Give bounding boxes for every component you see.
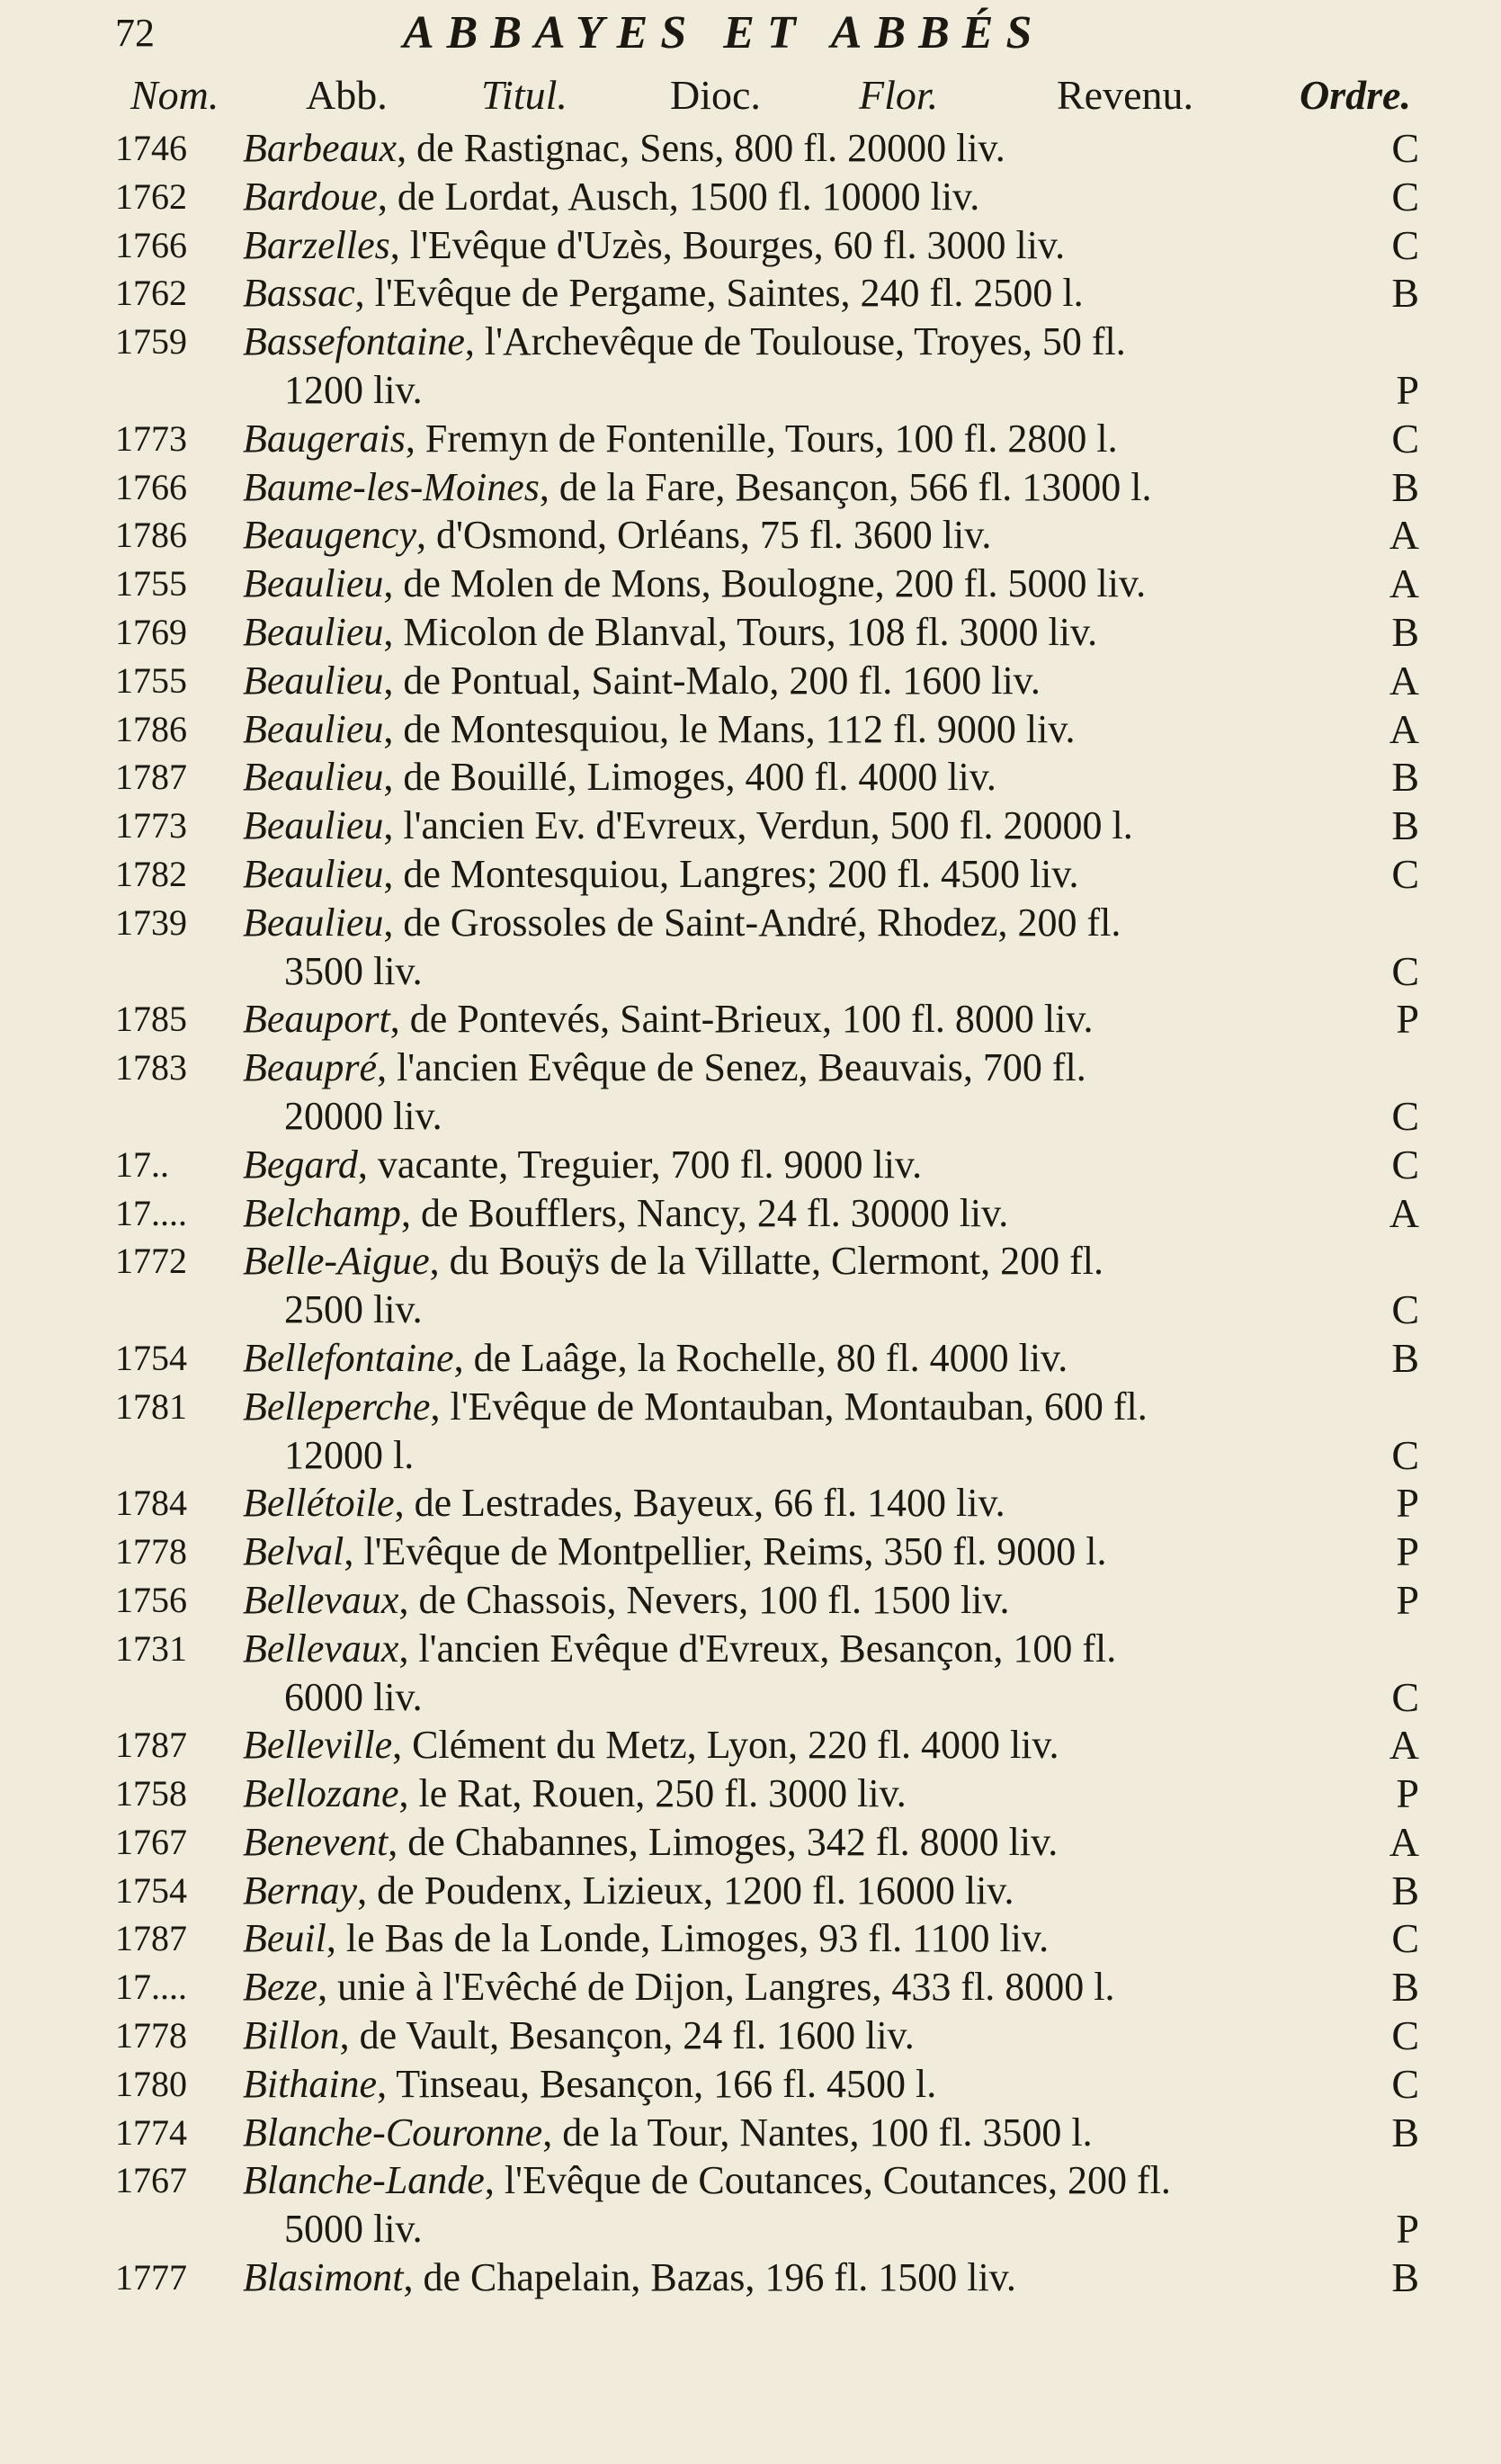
- abbey-details: , de Montesquiou, le Mans, 112 fl. 9000 liv.: [383, 706, 1076, 751]
- entry-line: [115, 463, 1419, 512]
- entry-text: [243, 1867, 1365, 1915]
- abbey-entry: [115, 1237, 1419, 1334]
- abbey-entry: [115, 1189, 1419, 1238]
- entry-text: [243, 1721, 1365, 1770]
- entry-continuation-line: [115, 947, 1419, 996]
- abbey-entry-list: [115, 124, 1419, 2302]
- abbey-details: , unie à l'Evêché de Dijon, Langres, 433 fl. 8000 l.: [317, 1965, 1115, 2010]
- abbey-name: Beaupré: [243, 1045, 378, 1090]
- entry-continuation-line: [115, 2205, 1419, 2253]
- entry-ordre: A: [1389, 560, 1419, 607]
- abbey-entry: [115, 2060, 1419, 2109]
- entry-ordre: C: [1391, 1431, 1419, 1478]
- abbey-name: Bassac: [243, 271, 355, 316]
- abbey-details: , de Pontevés, Saint-Brieux, 100 fl. 8000 liv.: [389, 997, 1094, 1042]
- abbey-details: , Fremyn de Fontenille, Tours, 100 fl. 2800 l.: [405, 416, 1118, 461]
- abbey-details: , de Bouillé, Limoges, 400 fl. 4000 liv.: [383, 755, 996, 800]
- abbey-entry: [115, 2253, 1419, 2302]
- entry-ordre: B: [1391, 802, 1419, 849]
- abbey-entry: [115, 1044, 1419, 1141]
- abbey-entry: [115, 1721, 1419, 1770]
- entry-ordre: C: [1391, 221, 1419, 268]
- abbey-details: , l'ancien Evêque de Senez, Beauvais, 700 fl.: [377, 1045, 1086, 1090]
- entry-ordre: B: [1391, 2254, 1419, 2301]
- abbey-name: Bardoue: [243, 174, 378, 219]
- abbey-entry: [115, 1334, 1419, 1383]
- entry-line: [115, 1383, 1419, 1431]
- entry-year: 1787: [115, 757, 187, 798]
- abbey-entry: [115, 1528, 1419, 1576]
- entry-year: 1746: [115, 128, 187, 168]
- abbey-name: Beaulieu: [243, 658, 384, 703]
- entry-year: 17....: [115, 1967, 187, 2008]
- abbey-entry: [115, 1867, 1419, 1915]
- abbey-details: , le Bas de la Londe, Limoges, 93 fl. 1100 liv.: [326, 1916, 1050, 1961]
- abbey-details: , de Montesquiou, Langres; 200 fl. 4500 liv.: [383, 851, 1079, 896]
- entry-text: [243, 221, 1365, 270]
- abbey-entry: [115, 463, 1419, 512]
- entry-year: 1767: [115, 2160, 187, 2201]
- entry-text: [243, 269, 1365, 318]
- abbey-entry: [115, 318, 1419, 415]
- abbey-name: Belle-Aigue: [243, 1239, 430, 1284]
- abbey-entry: [115, 705, 1419, 754]
- entry-ordre: C: [1391, 1092, 1419, 1139]
- entry-line: [115, 511, 1419, 560]
- abbey-entry: [115, 1963, 1419, 2012]
- entry-continuation-line: [115, 1286, 1419, 1334]
- abbey-entry: [115, 2012, 1419, 2060]
- entry-ordre: C: [1391, 1673, 1419, 1720]
- entry-year: 1780: [115, 2063, 187, 2104]
- entry-year: 1786: [115, 515, 187, 556]
- abbey-details: , l'Evêque de Coutances, Coutances, 200 fl.: [484, 2158, 1171, 2203]
- entry-line: [115, 1334, 1419, 1383]
- abbey-entry: [115, 995, 1419, 1044]
- abbey-name: Beaulieu: [243, 609, 384, 654]
- abbey-name: Belval: [243, 1529, 344, 1574]
- entry-text: [243, 2060, 1365, 2109]
- entry-year: 1766: [115, 224, 187, 265]
- abbey-entry: [115, 899, 1419, 996]
- abbey-entry: [115, 657, 1419, 705]
- entry-ordre: B: [1391, 2109, 1419, 2155]
- entry-ordre: B: [1391, 1867, 1419, 1913]
- entry-ordre: B: [1391, 1334, 1419, 1381]
- abbey-entry: [115, 802, 1419, 850]
- abbey-entry: [115, 608, 1419, 657]
- entry-ordre: C: [1391, 947, 1419, 994]
- abbey-details: , l'Evêque d'Uzès, Bourges, 60 fl. 3000 liv.: [389, 222, 1066, 267]
- entry-line: [115, 1479, 1419, 1528]
- abbey-entry: [115, 269, 1419, 318]
- abbey-details: , de la Fare, Besançon, 566 fl. 13000 l.: [539, 464, 1152, 509]
- entry-ordre: A: [1389, 1722, 1419, 1769]
- entry-line: [115, 1141, 1419, 1189]
- entry-year: 1786: [115, 708, 187, 749]
- entry-line: [115, 899, 1419, 947]
- entry-year: 1783: [115, 1047, 187, 1089]
- entry-ordre: P: [1396, 1576, 1419, 1623]
- column-header-ordre: Ordre.: [1300, 72, 1411, 118]
- abbey-details: , de Lordat, Ausch, 1500 fl. 10000 liv.: [377, 174, 980, 219]
- abbey-name: Benevent: [243, 1819, 389, 1864]
- entry-ordre: P: [1396, 2206, 1419, 2253]
- entry-ordre: P: [1396, 1528, 1419, 1575]
- abbey-entry: [115, 173, 1419, 221]
- abbey-details: , le Rat, Rouen, 250 fl. 3000 liv.: [398, 1771, 907, 1816]
- entry-line: [115, 269, 1419, 318]
- entry-text: [243, 1141, 1365, 1189]
- entry-ordre: A: [1389, 657, 1419, 703]
- abbey-entry: [115, 1576, 1419, 1625]
- entry-text: [243, 753, 1365, 802]
- abbey-details: , l'ancien Evêque d'Evreux, Besançon, 100 fl.: [398, 1626, 1117, 1671]
- entry-year: 1773: [115, 805, 187, 847]
- entry-line: [115, 2253, 1419, 2302]
- entry-year: 1731: [115, 1627, 187, 1669]
- abbey-details: , l'ancien Ev. d'Evreux, Verdun, 500 fl. 20000 l.: [383, 803, 1133, 848]
- entry-line: [115, 2012, 1419, 2060]
- abbey-entry: [115, 1770, 1419, 1818]
- entry-text: [243, 1770, 1365, 1818]
- abbey-details: , de Pontual, Saint-Malo, 200 fl. 1600 liv.: [383, 658, 1041, 703]
- entry-text: [243, 173, 1365, 221]
- entry-ordre: C: [1391, 850, 1419, 897]
- abbey-details: , Micolon de Blanval, Tours, 108 fl. 3000 liv.: [383, 609, 1098, 654]
- column-header-nom: Nom.: [130, 72, 219, 118]
- entry-ordre: C: [1391, 1141, 1419, 1187]
- entry-text: [243, 511, 1365, 560]
- entry-year: 1755: [115, 563, 187, 605]
- entry-text: [243, 1334, 1365, 1383]
- abbey-name: Bellozane: [243, 1771, 399, 1816]
- entry-line: [115, 318, 1419, 366]
- entry-ordre: B: [1391, 270, 1419, 317]
- entry-line: [115, 560, 1419, 608]
- abbey-entry: [115, 1914, 1419, 1963]
- abbey-entry: [115, 1383, 1419, 1480]
- entry-year: 1739: [115, 901, 187, 943]
- entry-line: [115, 753, 1419, 802]
- abbey-name: Belleville: [243, 1723, 393, 1768]
- abbey-details: , vacante, Treguier, 700 fl. 9000 liv.: [357, 1142, 923, 1187]
- abbey-name: Bellevaux: [243, 1577, 399, 1622]
- abbey-name: Beaulieu: [243, 851, 384, 896]
- entry-text: [243, 1528, 1365, 1576]
- entry-ordre: C: [1391, 415, 1419, 461]
- abbey-details: , l'Evêque de Pergame, Saintes, 240 fl. 2500 l.: [354, 271, 1084, 316]
- entry-year: 1766: [115, 466, 187, 507]
- abbey-name: Beze: [243, 1965, 318, 2010]
- abbey-details: , l'Archevêque de Toulouse, Troyes, 50 fl.: [464, 319, 1126, 364]
- entry-revenue-continuation: 20000 liv.: [284, 1093, 442, 1138]
- abbey-details: , d'Osmond, Orléans, 75 fl. 3600 liv.: [416, 513, 992, 558]
- abbey-name: Beaulieu: [243, 561, 384, 606]
- abbey-name: Billon: [243, 2013, 340, 2058]
- page-number: 72: [115, 11, 155, 55]
- entry-revenue-continuation: 2500 liv.: [284, 1287, 423, 1332]
- entry-revenue-continuation: 12000 l.: [284, 1432, 415, 1477]
- entry-continuation-line: [115, 1673, 1419, 1722]
- abbey-details: , Tinseau, Besançon, 166 fl. 4500 l.: [377, 2061, 937, 2106]
- abbey-details: , de Molen de Mons, Boulogne, 200 fl. 5000 liv.: [383, 561, 1147, 606]
- entry-year: 1785: [115, 999, 187, 1040]
- column-headers: [130, 68, 1425, 122]
- abbey-name: Bellétoile: [243, 1481, 395, 1526]
- abbey-entry: [115, 1479, 1419, 1528]
- entry-ordre: B: [1391, 608, 1419, 655]
- abbey-name: Blasimont: [243, 2255, 404, 2300]
- abbey-details: , de Lestrades, Bayeux, 66 fl. 1400 liv.: [394, 1481, 1005, 1526]
- entry-text: [243, 1576, 1365, 1625]
- entry-ordre: C: [1391, 2012, 1419, 2059]
- entry-ordre: P: [1396, 1480, 1419, 1527]
- entry-ordre: P: [1396, 996, 1419, 1043]
- abbey-entry: [115, 511, 1419, 560]
- entry-ordre: A: [1389, 512, 1419, 559]
- running-head: [115, 7, 1393, 59]
- abbey-details: , l'Evêque de Montpellier, Reims, 350 fl. 9000 l.: [344, 1529, 1107, 1574]
- entry-line: [115, 221, 1419, 270]
- entry-line: [115, 2060, 1419, 2109]
- entry-revenue-continuation: 6000 liv.: [284, 1674, 423, 1719]
- entry-line: [115, 2156, 1419, 2205]
- abbey-name: Baume-les-Moines: [243, 464, 540, 509]
- entry-line: [115, 657, 1419, 705]
- entry-line: [115, 802, 1419, 850]
- entry-year: 1787: [115, 1918, 187, 1959]
- entry-year: 1778: [115, 2015, 187, 2056]
- entry-text: [243, 2109, 1365, 2157]
- entry-text: [243, 657, 1365, 705]
- entry-line: [115, 1963, 1419, 2012]
- entry-text: [243, 705, 1365, 754]
- abbey-entry: [115, 850, 1419, 899]
- abbey-details: , de Chabannes, Limoges, 342 fl. 8000 liv.: [388, 1819, 1059, 1864]
- entry-text: [243, 608, 1365, 657]
- entry-line: [115, 415, 1419, 463]
- entry-text: [243, 1914, 1365, 1963]
- entry-text: [243, 1189, 1365, 1238]
- entry-text: [243, 1383, 1365, 1431]
- abbey-entry: [115, 1818, 1419, 1867]
- entry-line: [115, 1818, 1419, 1867]
- entry-year: 1762: [115, 175, 187, 217]
- abbey-details: , de Laâge, la Rochelle, 80 fl. 4000 liv.: [453, 1335, 1068, 1380]
- entry-ordre: C: [1391, 2060, 1419, 2107]
- column-header-titul: Titul.: [481, 72, 567, 118]
- abbey-name: Beaulieu: [243, 803, 384, 848]
- entry-text: [243, 995, 1365, 1044]
- entry-year: 17....: [115, 1192, 187, 1233]
- entry-ordre: C: [1391, 1286, 1419, 1333]
- entry-year: 1778: [115, 1531, 187, 1572]
- abbey-name: Bellevaux: [243, 1626, 399, 1671]
- entry-line: [115, 1721, 1419, 1770]
- abbey-details: , du Bouÿs de la Villatte, Clermont, 200 fl.: [429, 1239, 1104, 1284]
- abbey-name: Belchamp: [243, 1190, 401, 1235]
- abbey-name: Beaulieu: [243, 706, 384, 751]
- entry-text: [243, 1818, 1365, 1867]
- entry-ordre: P: [1396, 1770, 1419, 1817]
- entry-ordre: A: [1389, 1189, 1419, 1236]
- column-header-dioc: Dioc.: [670, 72, 761, 118]
- entry-text: [243, 1237, 1365, 1286]
- abbey-name: Beaulieu: [243, 755, 384, 800]
- entry-text: [243, 2253, 1365, 2302]
- abbey-name: Blanche-Lande: [243, 2158, 485, 2203]
- entry-text: [243, 2156, 1365, 2205]
- abbey-name: Bithaine: [243, 2061, 378, 2106]
- entry-year: 1772: [115, 1241, 187, 1282]
- entry-line: [115, 173, 1419, 221]
- abbey-name: Barbeaux: [243, 126, 398, 170]
- entry-year: 17..: [115, 1143, 169, 1185]
- abbey-details: , l'Evêque de Montauban, Montauban, 600 fl.: [430, 1384, 1148, 1429]
- abbey-entry: [115, 1141, 1419, 1189]
- entry-ordre: A: [1389, 1818, 1419, 1865]
- entry-text: [243, 802, 1365, 850]
- entry-year: 1762: [115, 273, 187, 314]
- entry-ordre: C: [1391, 125, 1419, 171]
- entry-year: 1774: [115, 2111, 187, 2153]
- abbey-entry: [115, 2156, 1419, 2253]
- entry-line: [115, 608, 1419, 657]
- entry-ordre: B: [1391, 463, 1419, 510]
- abbey-name: Begard: [243, 1142, 358, 1187]
- entry-year: 1782: [115, 853, 187, 894]
- entry-ordre: C: [1391, 173, 1419, 220]
- entry-year: 1784: [115, 1483, 187, 1524]
- entry-line: [115, 124, 1419, 173]
- abbey-details: , de Grossoles de Saint-André, Rhodez, 200 fl.: [383, 900, 1121, 945]
- abbey-name: Bellefontaine: [243, 1335, 454, 1380]
- entry-text: [243, 899, 1365, 947]
- abbey-details: , de Chassois, Nevers, 100 fl. 1500 liv.: [398, 1577, 1010, 1622]
- entry-line: [115, 1528, 1419, 1576]
- entry-ordre: B: [1391, 754, 1419, 801]
- abbey-details: , de Vault, Besançon, 24 fl. 1600 liv.: [339, 2013, 915, 2058]
- column-header-flor: Flor.: [859, 72, 939, 118]
- abbey-name: Belleperche: [243, 1384, 431, 1429]
- entry-year: 1787: [115, 1725, 187, 1766]
- entry-ordre: C: [1391, 1915, 1419, 1962]
- entry-text: [243, 850, 1365, 899]
- abbey-name: Blanche-Couronne: [243, 2110, 543, 2155]
- entry-line: [115, 705, 1419, 754]
- abbey-entry: [115, 753, 1419, 802]
- entry-year: 1773: [115, 417, 187, 459]
- abbey-name: Beaulieu: [243, 900, 384, 945]
- abbey-name: Baugerais: [243, 416, 406, 461]
- column-header-revenu: Revenu.: [1057, 72, 1194, 118]
- entry-text: [243, 463, 1365, 512]
- entry-ordre: P: [1396, 366, 1419, 413]
- page-title: ABBAYES ET ABBÉS: [403, 7, 1045, 58]
- entry-line: [115, 2109, 1419, 2157]
- entry-line: [115, 850, 1419, 899]
- entry-continuation-line: [115, 1431, 1419, 1480]
- entry-year: 1759: [115, 321, 187, 363]
- abbey-entry: [115, 415, 1419, 463]
- entry-year: 1777: [115, 2257, 187, 2298]
- entry-line: [115, 1867, 1419, 1915]
- entry-line: [115, 1625, 1419, 1673]
- abbey-name: Bassefontaine: [243, 319, 465, 364]
- entry-line: [115, 1914, 1419, 1963]
- abbey-details: , de Boufflers, Nancy, 24 fl. 30000 liv.: [400, 1190, 1009, 1235]
- entry-text: [243, 560, 1365, 608]
- entry-year: 1755: [115, 659, 187, 701]
- entry-line: [115, 1237, 1419, 1286]
- abbey-name: Beaugency: [243, 513, 416, 558]
- entry-year: 1754: [115, 1337, 187, 1378]
- entry-line: [115, 1044, 1419, 1092]
- entry-text: [243, 1044, 1365, 1092]
- entry-year: 1754: [115, 1869, 187, 1911]
- entry-year: 1781: [115, 1385, 187, 1427]
- abbey-name: Bernay: [243, 1868, 358, 1913]
- abbey-entry: [115, 560, 1419, 608]
- abbey-details: , de Chapelain, Bazas, 196 fl. 1500 liv.: [403, 2255, 1016, 2300]
- entry-year: 1767: [115, 1821, 187, 1862]
- entry-text: [243, 124, 1365, 173]
- entry-revenue-continuation: 1200 liv.: [284, 367, 423, 412]
- entry-line: [115, 1770, 1419, 1818]
- entry-revenue-continuation: 5000 liv.: [284, 2207, 423, 2252]
- abbey-details: , de Poudenx, Lizieux, 1200 fl. 16000 liv.: [357, 1868, 1014, 1913]
- entry-text: [243, 2012, 1365, 2060]
- entry-continuation-line: [115, 1092, 1419, 1141]
- entry-ordre: B: [1391, 1964, 1419, 2011]
- entry-revenue-continuation: 3500 liv.: [284, 948, 423, 993]
- entry-year: 1758: [115, 1773, 187, 1814]
- abbey-details: , de la Tour, Nantes, 100 fl. 3500 l.: [542, 2110, 1093, 2155]
- abbey-name: Beuil: [243, 1916, 326, 1961]
- entry-line: [115, 1576, 1419, 1625]
- abbey-name: Barzelles: [243, 222, 390, 267]
- abbey-entry: [115, 221, 1419, 270]
- entry-text: [243, 415, 1365, 463]
- entry-line: [115, 1189, 1419, 1238]
- column-header-abb: Abb.: [306, 72, 388, 118]
- abbey-entry: [115, 124, 1419, 173]
- entry-year: 1769: [115, 611, 187, 652]
- entry-text: [243, 1625, 1365, 1673]
- abbey-details: , Clément du Metz, Lyon, 220 fl. 4000 liv.: [392, 1723, 1059, 1768]
- entry-year: 1756: [115, 1579, 187, 1620]
- entry-continuation-line: [115, 366, 1419, 415]
- entry-text: [243, 1479, 1365, 1528]
- abbey-name: Beauport: [243, 997, 390, 1042]
- entry-text: [243, 318, 1365, 366]
- entry-line: [115, 995, 1419, 1044]
- entry-text: [243, 1963, 1365, 2012]
- abbey-details: , de Rastignac, Sens, 800 fl. 20000 liv.: [397, 126, 1005, 170]
- abbey-entry: [115, 2109, 1419, 2157]
- abbey-entry: [115, 1625, 1419, 1722]
- entry-ordre: A: [1389, 705, 1419, 752]
